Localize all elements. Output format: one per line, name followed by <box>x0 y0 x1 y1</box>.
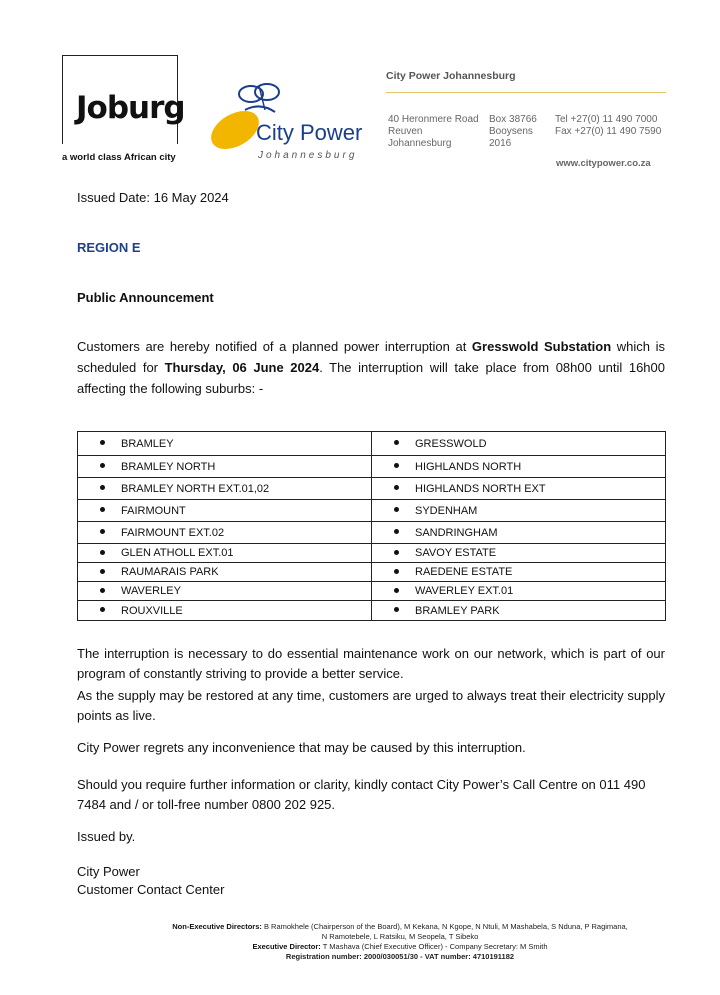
suburb-cell <box>372 478 666 500</box>
table-row <box>78 478 666 500</box>
bullet-icon <box>394 529 399 534</box>
table-row <box>78 500 666 522</box>
suburb-cell <box>372 563 666 582</box>
city-power-logo-sub: Johannesburg <box>258 150 358 161</box>
suburb-name: WAVERLEY <box>121 585 181 597</box>
suburb-name: WAVERLEY EXT.01 <box>415 585 514 597</box>
suburb-name: HIGHLANDS NORTH <box>415 460 522 473</box>
fax-number: Fax +27(0) 11 490 7590 <box>555 126 662 137</box>
footer-names: N Ramotebele, L Ratsiku, M Seopela, T Sibeko <box>321 932 479 941</box>
address-postal <box>489 114 537 150</box>
bullet-icon <box>100 550 105 555</box>
address-line: 40 Heronmere Road <box>388 114 479 125</box>
bullet-icon <box>100 569 105 574</box>
footer-names: T Mashava (Chief Executive Officer) - Company Secretary: M Smith <box>322 942 548 951</box>
suburb-cell <box>78 563 372 582</box>
suburb-name: RAEDENE ESTATE <box>415 566 513 578</box>
footer-nonexec-line <box>100 922 700 932</box>
issued-date: Issued Date: 16 May 2024 <box>77 190 229 205</box>
suburb-name: BRAMLEY NORTH <box>121 460 216 473</box>
bullet-icon <box>100 507 105 512</box>
table-row <box>78 522 666 544</box>
contact-paragraph: Should you require further information or clarity, kindly contact City Power’s Call Centre on 011 490 7484 and / or toll-free number 0800 202 925. <box>77 777 646 812</box>
suburb-cell <box>372 500 666 522</box>
bullet-icon <box>394 588 399 593</box>
suburb-name: GRESSWOLD <box>415 437 487 450</box>
suburb-name: HIGHLANDS NORTH EXT <box>415 482 546 495</box>
suburb-name: BRAMLEY NORTH EXT.01,02 <box>121 482 270 495</box>
suburb-cell <box>372 582 666 601</box>
bullet-icon <box>394 485 399 490</box>
bullet-icon <box>394 440 399 445</box>
footer-registration: Registration number: 2000/030051/30 - VAT number: 4710191182 <box>285 952 515 961</box>
suburb-name: BRAMLEY PARK <box>415 604 500 617</box>
suburb-cell <box>78 478 372 500</box>
suburb-cell <box>78 544 372 563</box>
table-row <box>78 544 666 563</box>
bullet-icon <box>394 569 399 574</box>
header-divider <box>386 92 666 93</box>
suburb-cell <box>372 601 666 621</box>
safety-paragraph: As the supply may be restored at any time, customers are urged to always treat their electricity supply points as live. <box>77 688 665 723</box>
suburb-name: GLEN ATHOLL EXT.01 <box>121 547 234 559</box>
suburb-name: FAIRMOUNT EXT.02 <box>121 526 225 539</box>
interruption-notice <box>77 336 665 399</box>
company-title: City Power Johannesburg <box>386 70 516 82</box>
suburb-cell <box>372 544 666 563</box>
address-street <box>388 114 479 150</box>
footer-label: Executive Director: <box>252 942 321 951</box>
table-row <box>78 432 666 456</box>
website-link[interactable]: www.citypower.co.za <box>556 158 651 169</box>
region-heading: REGION E <box>77 240 141 255</box>
suburb-cell <box>78 522 372 544</box>
bullet-icon <box>100 440 105 445</box>
substation-name: Gresswold Substation <box>471 339 612 354</box>
footer-names: B Ramokhele (Chairperson of the Board), M Kekana, N Kgope, N Ntuli, M Mashabela, S Nduna, P Ragimana, <box>263 922 628 931</box>
phone-number: Tel +27(0) 11 490 7000 <box>555 114 658 125</box>
joburg-tagline: a world class African city <box>62 152 176 163</box>
suburb-cell <box>78 500 372 522</box>
city-power-logo-name: City Power <box>256 120 363 145</box>
suburb-name: SYDENHAM <box>415 504 478 517</box>
address-line: Johannesburg <box>388 138 452 149</box>
address-line: Reuven <box>388 126 423 137</box>
maintenance-paragraph: The interruption is necessary to do essential maintenance work on our network, which is part of our program of constantly striving to provide a better service. <box>77 646 665 681</box>
bullet-icon <box>100 463 105 468</box>
bullet-icon <box>394 507 399 512</box>
bullet-icon <box>100 607 105 612</box>
bullet-icon <box>394 550 399 555</box>
suburb-cell <box>78 582 372 601</box>
footer-exec-line <box>100 942 700 952</box>
notice-text: Customers are hereby notified of a planned power interruption at <box>77 339 472 354</box>
suburb-cell <box>372 432 666 456</box>
suburb-cell <box>78 432 372 456</box>
suburb-name: BRAMLEY <box>121 437 174 450</box>
suburb-name: RAUMARAIS PARK <box>121 566 219 578</box>
table-row <box>78 563 666 582</box>
apology-paragraph: City Power regrets any inconvenience that may be caused by this interruption. <box>77 740 526 755</box>
suburb-name: ROUXVILLE <box>121 604 183 617</box>
table-row <box>78 582 666 601</box>
suburb-cell <box>372 522 666 544</box>
suburb-cell <box>372 456 666 478</box>
suburbs-table <box>77 431 666 621</box>
footer <box>100 922 700 962</box>
bullet-icon <box>394 463 399 468</box>
bullet-icon <box>100 485 105 490</box>
suburb-name: FAIRMOUNT <box>121 504 186 517</box>
footer-label: Non-Executive Directors: <box>172 922 262 931</box>
interruption-date: Thursday, 06 June 2024 <box>164 360 320 375</box>
address-contact <box>555 114 661 138</box>
joburg-logo: Joburg <box>76 90 185 126</box>
table-row <box>78 601 666 621</box>
address-line: Booysens <box>489 126 533 137</box>
bullet-icon <box>100 588 105 593</box>
address-line: Box 38766 <box>489 114 537 125</box>
suburb-cell <box>78 456 372 478</box>
table-row <box>78 456 666 478</box>
suburb-cell <box>78 601 372 621</box>
suburb-name: SAVOY ESTATE <box>415 547 497 559</box>
bullet-icon <box>394 607 399 612</box>
suburb-name: SANDRINGHAM <box>415 526 498 539</box>
signature-department: Customer Contact Center <box>77 882 225 897</box>
notice-text: . The interruption will take place from 08h00 until 16h00 affecting the following suburbs: - <box>77 360 665 396</box>
issued-by: Issued by. <box>77 829 136 844</box>
announcement-heading: Public Announcement <box>77 290 214 305</box>
notice-text: which is scheduled for <box>77 339 665 375</box>
address-line: 2016 <box>489 138 512 149</box>
bullet-icon <box>100 529 105 534</box>
signature-company: City Power <box>77 864 140 879</box>
